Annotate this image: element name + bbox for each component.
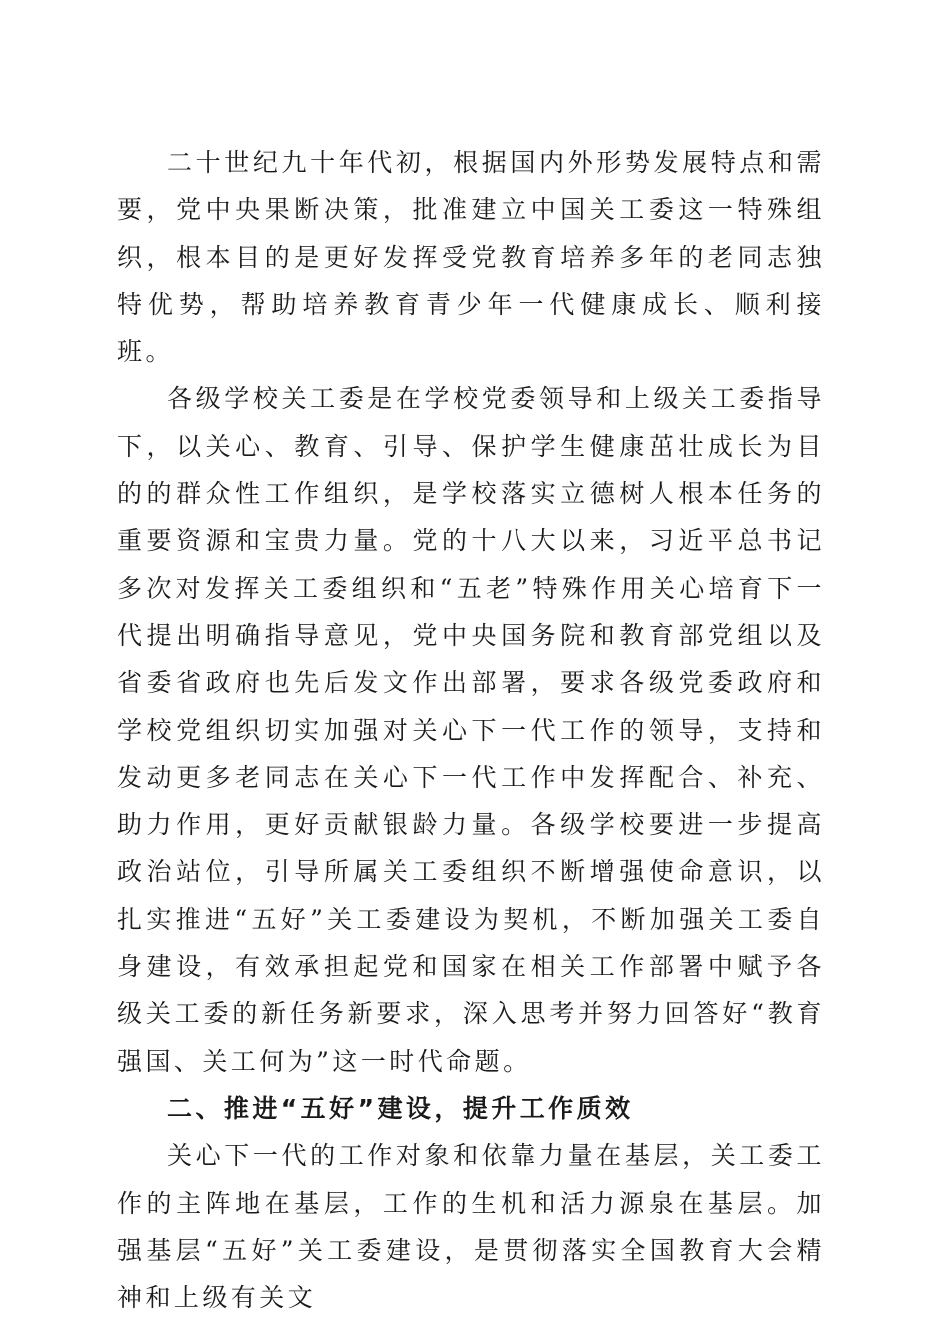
paragraph-origin: 二十世纪九十年代初，根据国内外形势发展特点和需要，党中央果断决策，批准建立中国关工委这一特殊组织，根本目的是更好发挥受党教育培养多年的老同志独特优势，帮助培养教育青少年一代健康成长、顺利接班。 — [117, 148, 825, 367]
document-body — [117, 139, 825, 1321]
paragraph-grassroots: 关心下一代的工作对象和依靠力量在基层，关工委工作的主阵地在基层，工作的生机和活力源泉在基层。加强基层“五好”关工委建设，是贯彻落实全国教育大会精神和上级有关文 — [117, 1141, 825, 1313]
section-heading: 二、推进“五好”建设，提升工作质效 — [167, 1093, 634, 1123]
paragraph-school-committee: 各级学校关工委是在学校党委领导和上级关工委指导下，以关心、教育、引导、保护学生健康茁壮成长为目的的群众性工作组织，是学校落实立德树人根本任务的重要资源和宝贵力量。党的十八大以来，习近平总书记多次对发挥关工委组织和“五老”特殊作用关心培育下一代提出明确指导意见，党中央国务院和教育部党组以及省委省政府也先后发文作出部署，要求各级党委政府和学校党组织切实加强对关心下一代工作的领导，支持和发动更多老同志在关心下一代工作中发挥配合、补充、助力作用，更好贡献银龄力量。各级学校要进一步提高政治站位，引导所属关工委组织不断增强使命意识，以扎实推进“五好”关工委建设为契机，不断加强关工委自身建设，有效承担起党和国家在相关工作部署中赋予各级关工委的新任务新要求，深入思考并努力回答好“教育强国、关工何为”这一时代命题。 — [117, 384, 825, 1076]
